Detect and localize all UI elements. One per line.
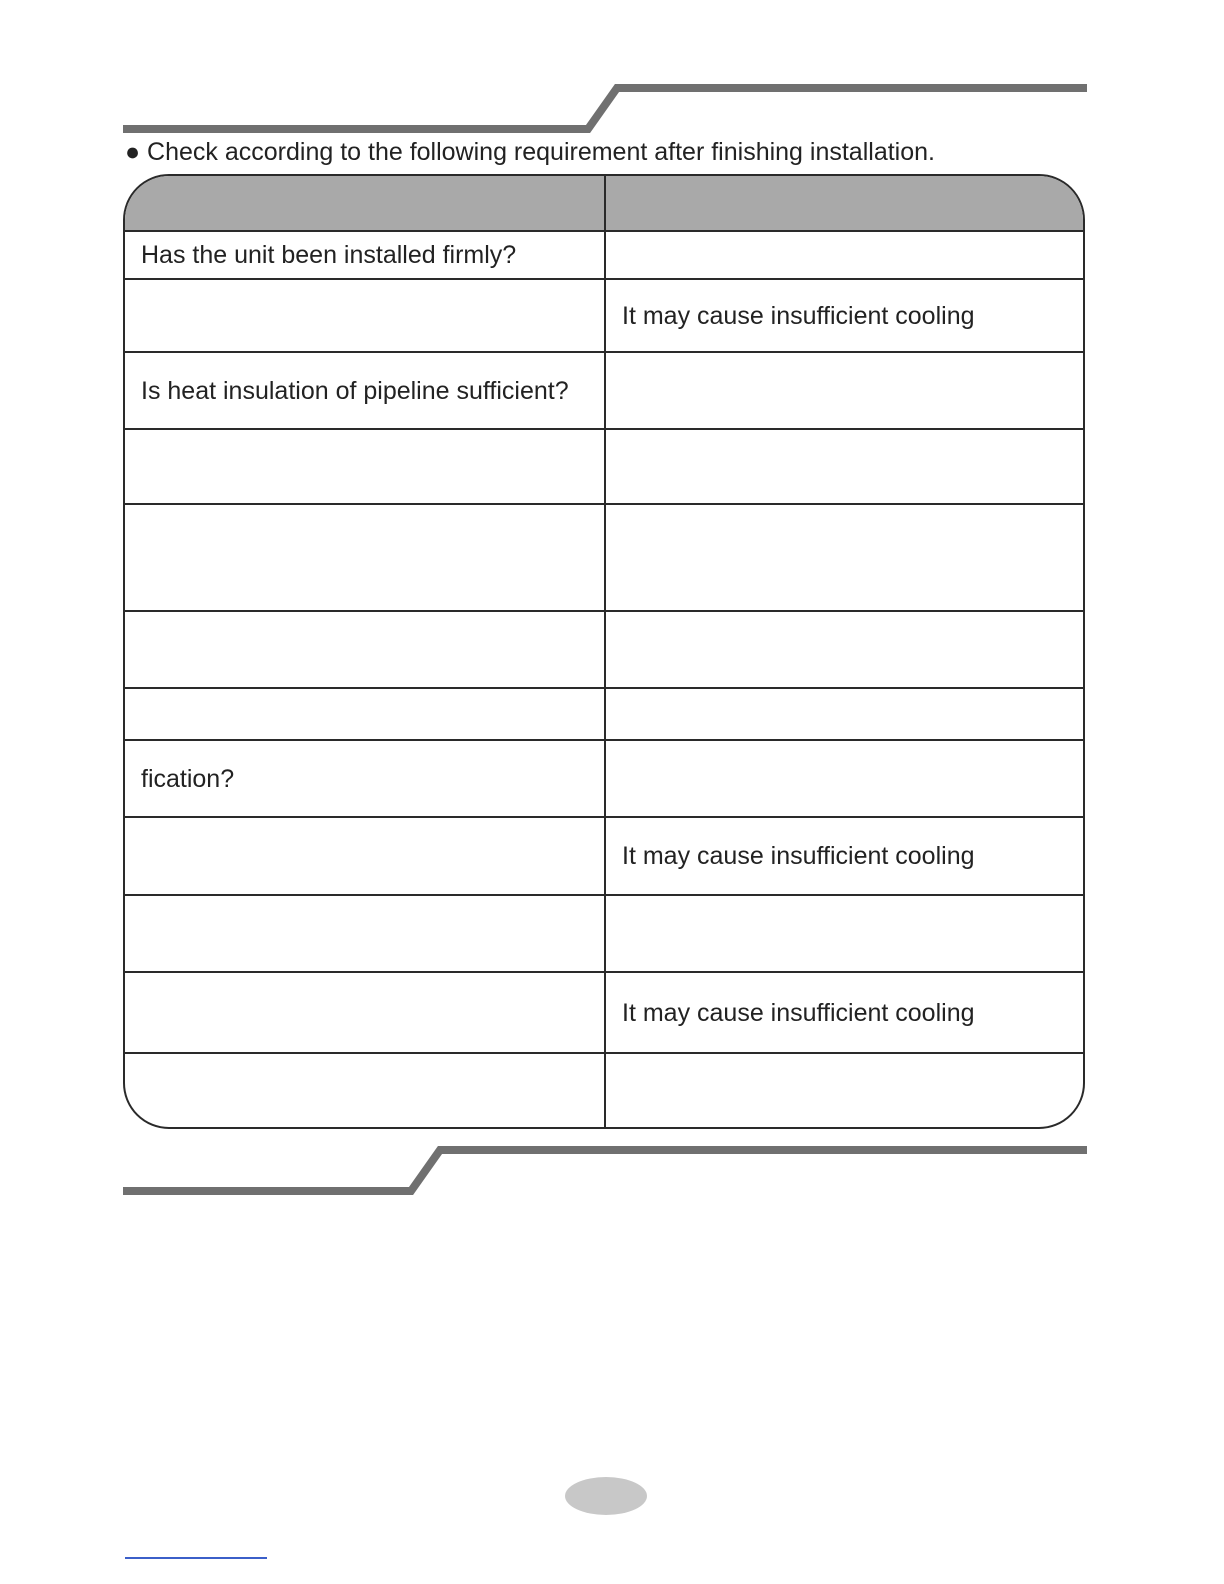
possible-malfunction-cell: It may cause insufficient cooling — [605, 817, 1083, 895]
footer-rule — [125, 1557, 267, 1559]
possible-malfunction-cell: It may cause insufficient cooling — [605, 279, 1083, 352]
check-item-cell: fication? — [125, 740, 605, 817]
intro-text: ● Check according to the following requirement after finishing installation. — [125, 138, 935, 166]
page-number-badge — [565, 1477, 647, 1515]
check-item-cell: Has the unit been installed firmly? — [125, 231, 605, 279]
check-item-cell: Is heat insulation of pipeline sufficient? — [125, 352, 605, 429]
possible-malfunction-cell: It may cause insufficient cooling — [605, 972, 1083, 1053]
